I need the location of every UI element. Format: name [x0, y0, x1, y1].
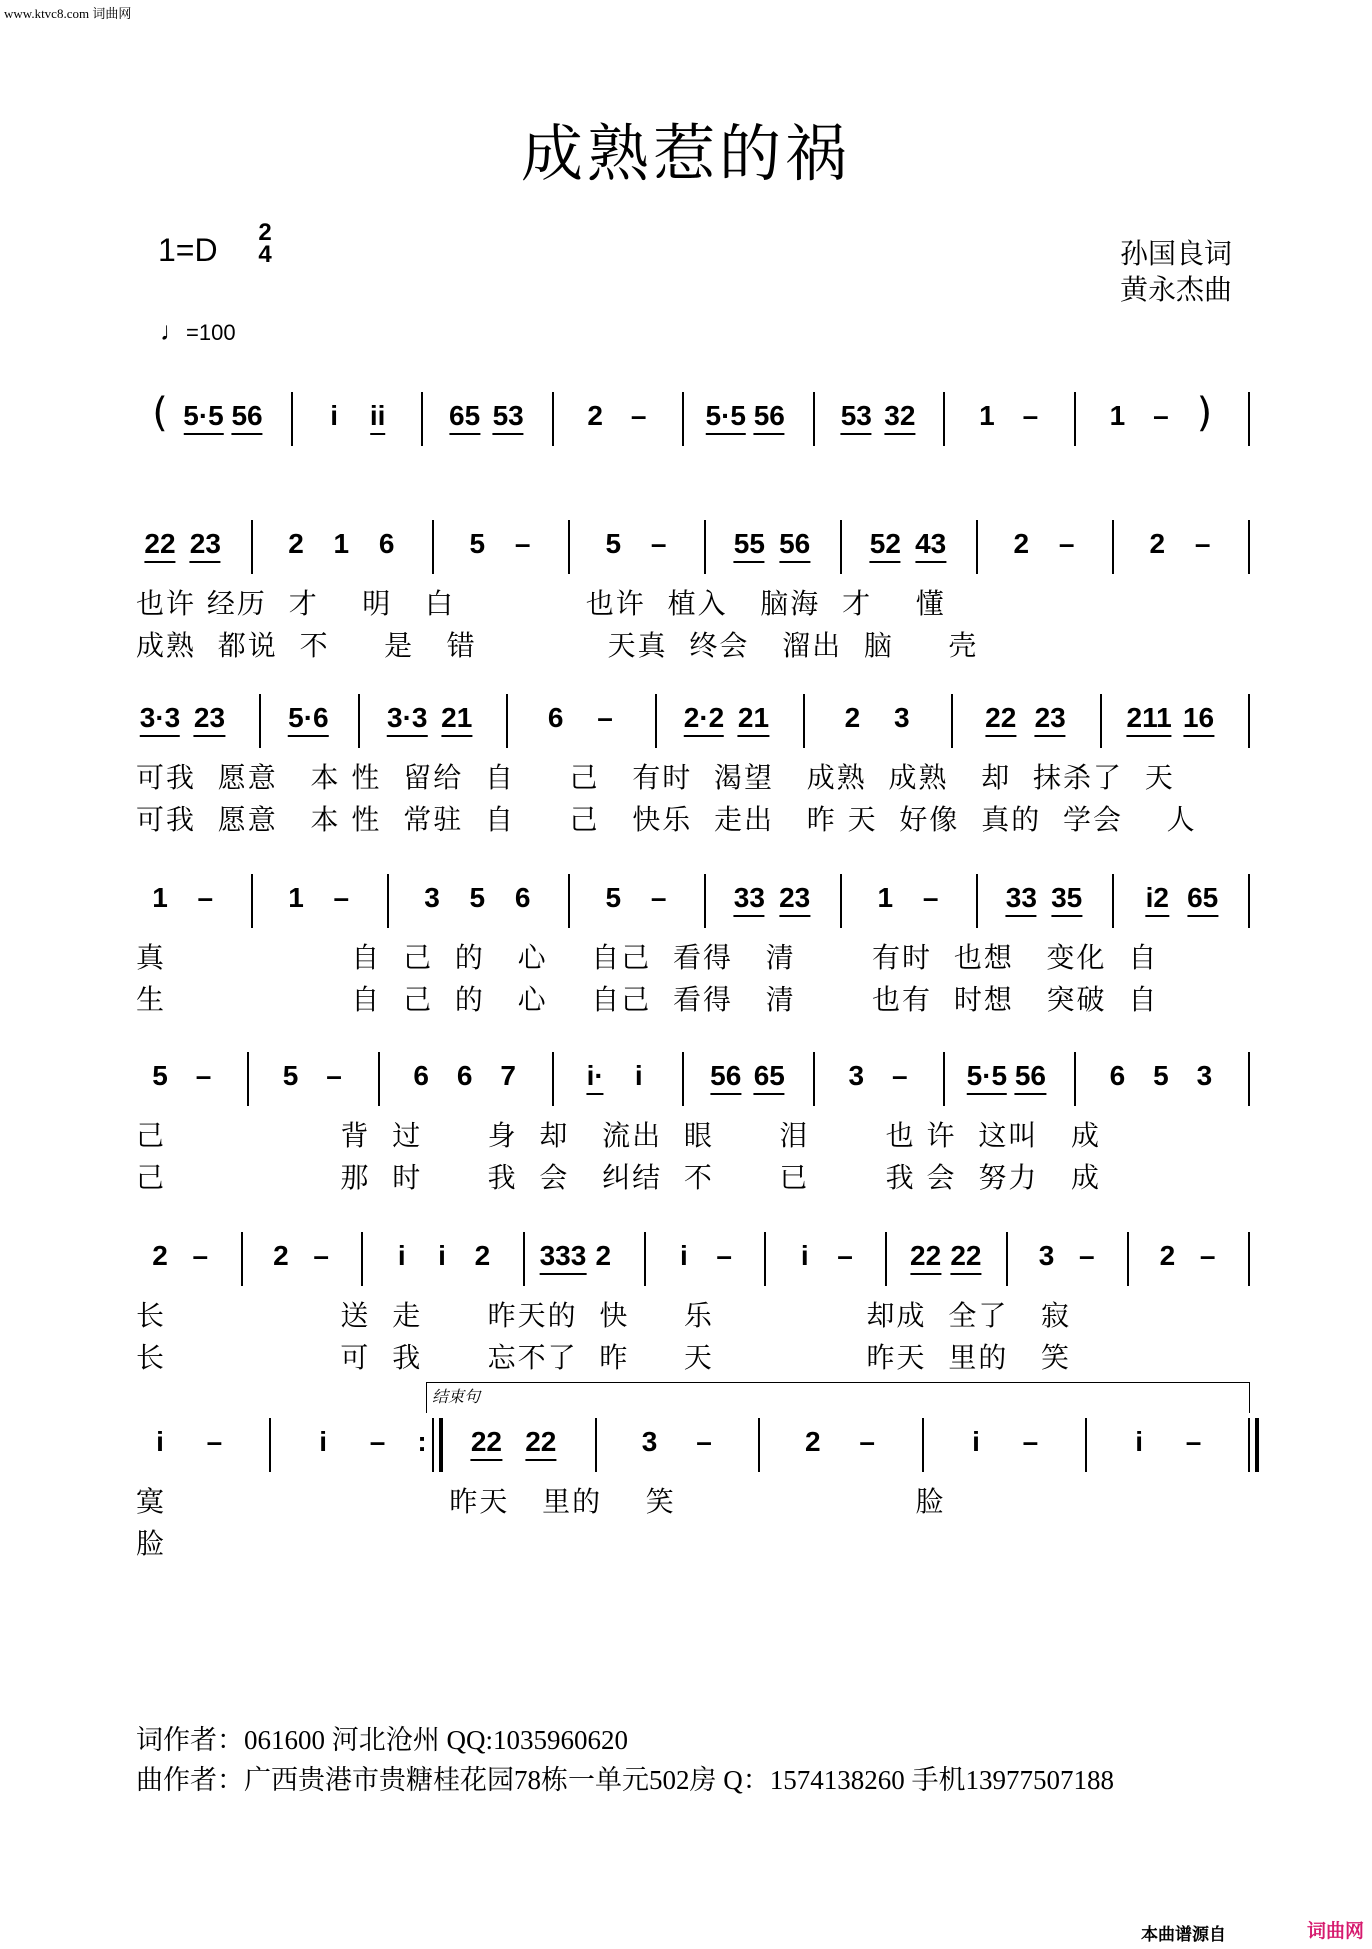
dash-hold: – — [333, 882, 350, 913]
bar-line — [682, 1052, 684, 1106]
dash-hold: – — [1058, 528, 1075, 559]
note-group: 2 — [1159, 1240, 1176, 1271]
repeat-sign: : — [417, 1426, 427, 1457]
note-group: 5 — [152, 1060, 168, 1091]
note-group: 53 — [841, 400, 872, 435]
note-group: 1 — [979, 400, 995, 431]
note-group: 23 — [194, 702, 225, 737]
quarter-note-icon: ♩ — [160, 316, 186, 346]
bar-line — [976, 520, 978, 574]
note-group: 1 — [333, 528, 350, 559]
bar-line — [259, 694, 261, 748]
note-group: 2 — [844, 702, 861, 733]
song-title: 成熟惹的祸 — [520, 117, 851, 190]
footer-lyricist-info: 词作者：061600 河北沧州 QQ:1035960620 — [136, 1725, 628, 1755]
bar-line — [764, 1232, 766, 1286]
bar-line — [1085, 1418, 1087, 1472]
bar-line — [1248, 392, 1250, 446]
source-logo: 词曲网 — [1306, 1920, 1364, 1942]
note-group: 55 — [734, 528, 765, 563]
note-group: i — [634, 1060, 643, 1091]
note-group: 23 — [1035, 702, 1066, 737]
note-group: i2 — [1146, 882, 1169, 917]
note-group: i — [438, 1240, 446, 1271]
lyrics-verse-2: 生 自 己 的 心 自己 看得 清 也有 时想 突破 自 — [136, 983, 1159, 1016]
note-group: 5 — [605, 528, 622, 559]
lyrics-verse-1: 己 背 过 身 却 流出 眼 泪 也 许 这叫 成 — [136, 1119, 1102, 1152]
lyrics-verse-1: 长 送 走 昨天的 快 乐 却成 全了 寂 — [136, 1299, 1072, 1332]
lyrics-verse-2: 脸 — [136, 1527, 167, 1560]
bar-line — [361, 1232, 363, 1286]
bar-line — [840, 874, 842, 928]
lyrics-verse-2: 长 可 我 忘不了 昨 天 昨天 里的 笑 — [136, 1341, 1072, 1374]
note-group: i — [1135, 1426, 1144, 1457]
bar-line — [251, 874, 253, 928]
note-group: 3 — [424, 882, 440, 913]
note-group: 2 — [152, 1240, 168, 1271]
dash-hold: – — [597, 702, 613, 733]
note-group: i — [679, 1240, 688, 1271]
note-group: 35 — [1051, 882, 1082, 917]
note-group: i — [156, 1426, 164, 1457]
parenthesis: ( — [152, 390, 168, 436]
bar-line — [1248, 520, 1250, 574]
note-group: 6 — [456, 1060, 473, 1091]
note-group: 22 — [525, 1426, 556, 1461]
bar-line — [1248, 1052, 1250, 1106]
dash-hold: – — [195, 1060, 212, 1091]
note-group: 1 — [1109, 400, 1126, 431]
footer-composer-info: 曲作者：广西贵港市贵糖桂花园78栋一单元502房 Q：1574138260 手机13977507188 — [136, 1765, 1114, 1795]
bar-line — [568, 520, 570, 574]
bar-line — [885, 1232, 887, 1286]
note-group: 16 — [1183, 702, 1214, 737]
note-group: 333 — [540, 1240, 587, 1275]
bar-line — [378, 1052, 380, 1106]
note-group: 1 — [152, 882, 168, 913]
note-group: 52 — [870, 528, 901, 563]
note-group: 5·5 — [967, 1060, 1007, 1095]
bar-line — [552, 1052, 554, 1106]
lyrics-verse-2: 成熟 都说 不 是 错 天真 终会 溜出 脑 壳 — [136, 629, 979, 662]
bar-line — [1112, 520, 1114, 574]
bar-line — [241, 1232, 243, 1286]
note-group: 2·2 — [684, 702, 724, 737]
note-group: 56 — [231, 400, 262, 435]
note-group: i — [972, 1426, 980, 1457]
dash-hold: – — [837, 1240, 853, 1271]
note-group: 23 — [190, 528, 221, 563]
dash-hold: – — [1079, 1240, 1095, 1271]
note-group: 5 — [469, 882, 486, 913]
composer-credit: 黄永杰曲 — [1119, 273, 1232, 306]
note-group: 6 — [413, 1060, 429, 1091]
note-group: 5 — [469, 528, 486, 559]
note-group: 32 — [884, 400, 915, 435]
note-group: 3 — [894, 702, 910, 733]
lyricist-credit: 孙国良词 — [1119, 237, 1232, 270]
note-group: 1 — [288, 882, 304, 913]
bar-line — [432, 1418, 443, 1472]
note-group: 2 — [587, 400, 603, 431]
note-group: 2 — [805, 1426, 821, 1457]
note-group: 6 — [378, 528, 395, 559]
time-numerator: 2 — [258, 219, 272, 246]
time-denominator: 4 — [258, 241, 272, 268]
parenthesis: ) — [1196, 390, 1213, 436]
note-group: 5·5 — [706, 400, 746, 435]
note-group: 3·3 — [140, 702, 180, 737]
bar-line — [568, 874, 570, 928]
bar-line — [704, 520, 706, 574]
note-group: i — [319, 1426, 328, 1457]
bar-line — [704, 874, 706, 928]
dash-hold: – — [1153, 400, 1169, 431]
bar-line — [1248, 1232, 1250, 1286]
dash-hold: – — [696, 1426, 712, 1457]
dash-hold: – — [1194, 528, 1211, 559]
bar-line — [1127, 1232, 1129, 1286]
note-group: 56 — [1015, 1060, 1046, 1095]
bar-line — [840, 520, 842, 574]
lyrics-verse-1: 可我 愿意 本 性 留给 自 己 有时 渴望 成熟 成熟 却 抹杀了 天 — [136, 761, 1175, 794]
note-group: 3 — [1038, 1240, 1055, 1271]
note-group: 5·5 — [183, 400, 223, 435]
lyrics-verse-2: 可我 愿意 本 性 常驻 自 己 快乐 走出 昨 天 好像 真的 学会 人 — [136, 803, 1197, 836]
note-group: 3 — [848, 1060, 865, 1091]
note-group: 21 — [441, 702, 472, 737]
dash-hold: – — [922, 882, 939, 913]
bar-line — [813, 392, 815, 446]
note-group: 53 — [493, 400, 524, 435]
bar-line — [803, 694, 805, 748]
note-group: 56 — [779, 528, 810, 563]
note-group: 33 — [1006, 882, 1037, 917]
note-group: 22 — [985, 702, 1016, 737]
bar-line — [523, 1232, 525, 1286]
ending-bracket — [426, 1382, 1250, 1413]
note-group: 65 — [1187, 882, 1218, 917]
note-group: 56 — [754, 400, 785, 435]
bar-line — [1006, 1232, 1008, 1286]
bar-line — [291, 392, 293, 446]
note-group: 56 — [710, 1060, 741, 1095]
bar-line — [976, 874, 978, 928]
note-group: 22 — [471, 1426, 502, 1461]
bar-line — [595, 1418, 597, 1472]
lyrics-verse-2: 己 那 时 我 会 纠结 不 已 我 会 努力 成 — [136, 1161, 1102, 1194]
note-group: ii — [370, 400, 386, 435]
bar-line — [1248, 1418, 1259, 1472]
dash-hold: – — [197, 882, 214, 913]
bar-line — [1074, 1052, 1076, 1106]
note-group: 7 — [500, 1060, 516, 1091]
dash-hold: – — [192, 1240, 209, 1271]
note-group: 211 — [1126, 702, 1171, 737]
lyrics-verse-1: 也许 经历 才 明 白 也许 植入 脑海 才 懂 — [136, 587, 946, 620]
bar-line — [506, 694, 508, 748]
time-signature — [252, 219, 278, 268]
lyrics-verse-1: 真 自 己 的 心 自己 看得 清 有时 也想 变化 自 — [136, 941, 1159, 974]
bar-line — [758, 1418, 760, 1472]
note-group: 23 — [779, 882, 810, 917]
dash-hold: – — [1199, 1240, 1216, 1271]
bar-line — [358, 694, 360, 748]
note-group: 2 — [474, 1240, 491, 1271]
bar-line — [1100, 694, 1102, 748]
note-group: 22 — [910, 1240, 941, 1275]
note-group: 6 — [547, 702, 564, 733]
dash-hold: – — [630, 400, 647, 431]
bar-line — [1074, 392, 1076, 446]
bar-line — [1248, 694, 1250, 748]
dash-hold: – — [514, 528, 531, 559]
dash-hold: – — [650, 528, 667, 559]
bar-line — [1112, 874, 1114, 928]
bar-line — [269, 1418, 271, 1472]
bar-line — [421, 392, 423, 446]
note-group: 2 — [595, 1240, 612, 1271]
bar-line — [247, 1052, 249, 1106]
bar-line — [387, 874, 389, 928]
note-group: 5 — [1153, 1060, 1169, 1091]
bar-line — [655, 694, 657, 748]
bar-line — [682, 392, 684, 446]
key-signature: 1=D — [158, 232, 218, 268]
dash-hold: – — [1022, 1426, 1039, 1457]
bar-line — [644, 1232, 646, 1286]
note-group: 5 — [282, 1060, 299, 1091]
note-group: 2 — [1013, 528, 1030, 559]
dash-hold: – — [859, 1426, 875, 1457]
note-group: 43 — [915, 528, 946, 563]
note-group: 3 — [1196, 1060, 1213, 1091]
dash-hold: – — [1185, 1426, 1202, 1457]
dash-hold: – — [716, 1240, 732, 1271]
source-label: 本曲谱源自 — [1141, 1925, 1226, 1945]
note-group: 21 — [738, 702, 769, 737]
site-watermark: www.ktvc8.com 词曲网 — [4, 6, 132, 21]
note-group: 2 — [288, 528, 304, 559]
bar-line — [251, 520, 253, 574]
bar-line — [943, 1052, 945, 1106]
dash-hold: – — [369, 1426, 386, 1457]
dash-hold: – — [650, 882, 667, 913]
bar-line — [922, 1418, 924, 1472]
dash-hold: – — [206, 1426, 223, 1457]
note-group: 3·3 — [387, 702, 427, 737]
note-group: 6 — [1109, 1060, 1126, 1091]
tempo-value: =100 — [186, 320, 236, 345]
bar-line — [943, 392, 945, 446]
lyrics-verse-1: 寞 昨天 里的 笑 脸 — [136, 1485, 946, 1518]
note-group: 5 — [605, 882, 622, 913]
note-group: 3 — [641, 1426, 658, 1457]
note-group: i — [330, 400, 338, 431]
dash-hold: – — [313, 1240, 329, 1271]
dash-hold: – — [326, 1060, 342, 1091]
bar-line — [1248, 874, 1250, 928]
bar-line — [813, 1052, 815, 1106]
note-group: i — [397, 1240, 406, 1271]
note-group: 1 — [877, 882, 894, 913]
note-group: i· — [587, 1060, 604, 1095]
dash-hold: – — [1022, 400, 1039, 431]
note-group: 5·6 — [288, 702, 328, 737]
note-group: 33 — [734, 882, 765, 917]
bar-line — [951, 694, 953, 748]
note-group: 65 — [754, 1060, 785, 1095]
note-group: 22 — [144, 528, 175, 563]
dash-hold: – — [892, 1060, 908, 1091]
bar-line — [552, 392, 554, 446]
note-group: 6 — [514, 882, 531, 913]
ending-label: 结束句 — [432, 1387, 481, 1406]
tempo-marking — [160, 316, 236, 347]
note-group: i — [800, 1240, 809, 1271]
note-group: 2 — [1149, 528, 1166, 559]
bar-line — [432, 520, 434, 574]
note-group: 2 — [273, 1240, 289, 1271]
note-group: 65 — [449, 400, 480, 435]
note-group: 22 — [950, 1240, 981, 1275]
